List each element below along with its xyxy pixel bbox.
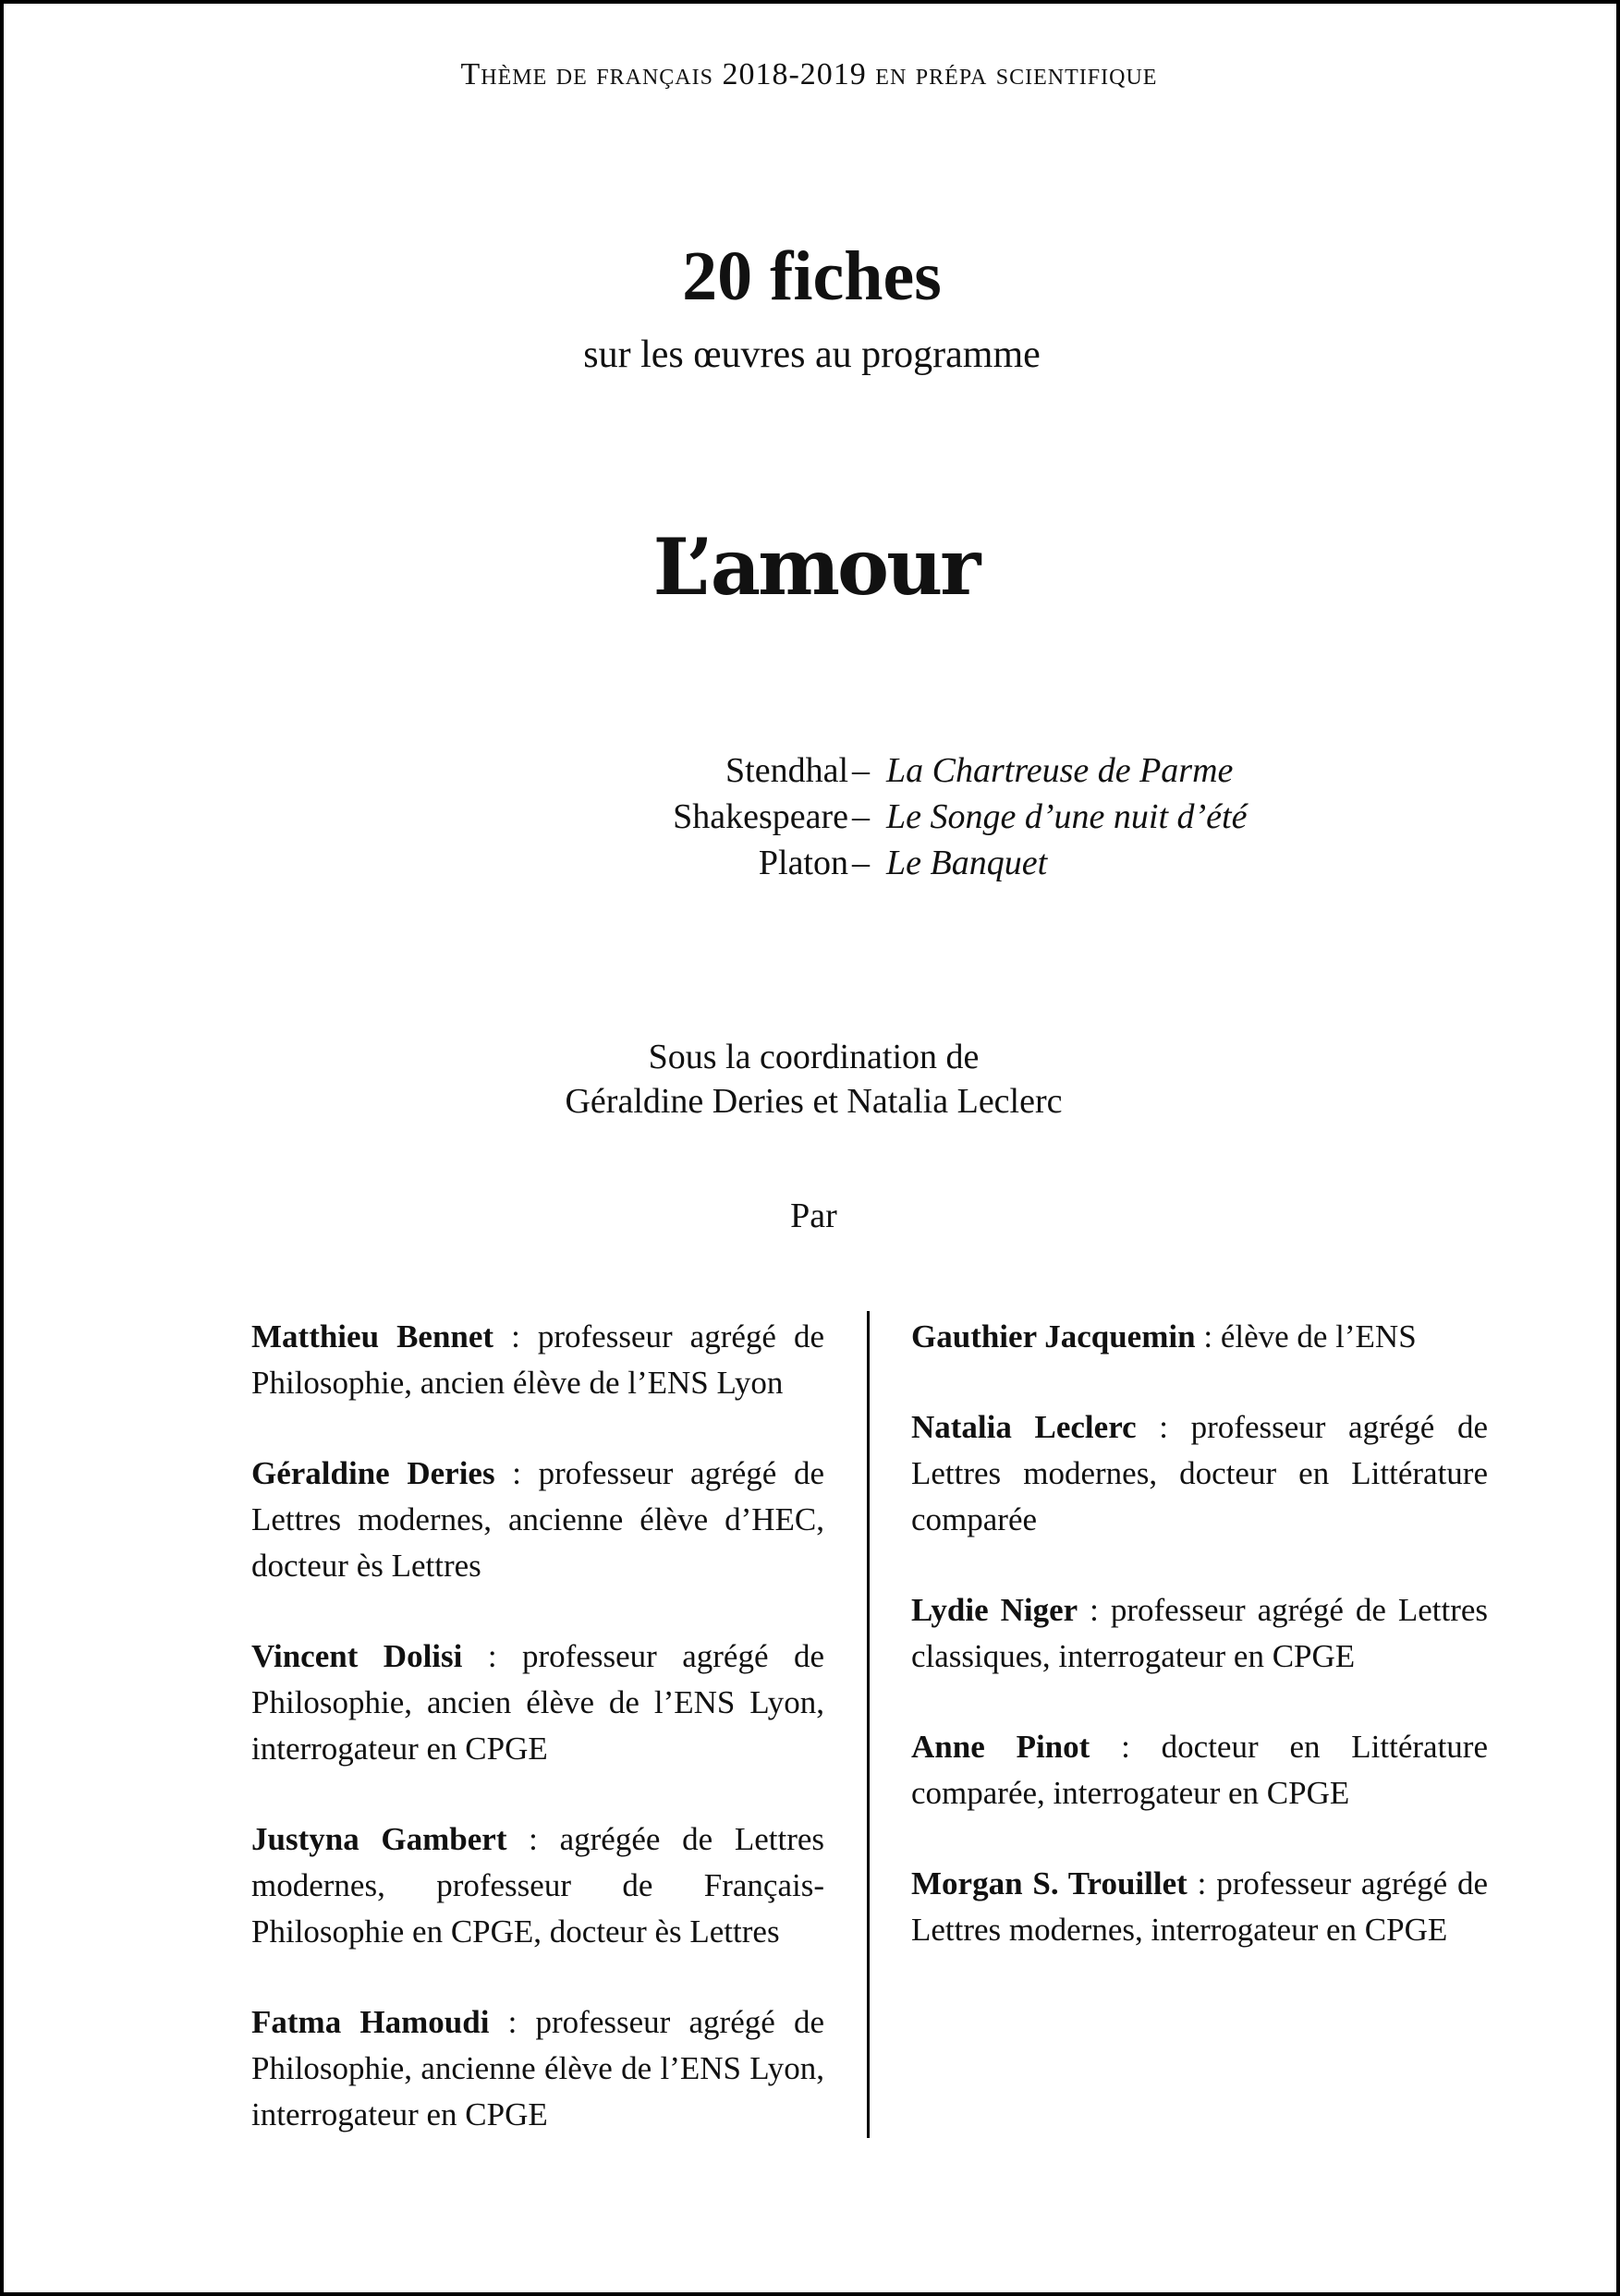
contributor-entry	[911, 1314, 1488, 1360]
contributor-description: professeur agrégé de Lettres classiques, interrogateur en CPGE	[911, 1592, 1489, 1674]
contributor-entry	[911, 1724, 1488, 1816]
work-separator: –	[852, 751, 870, 790]
contributor-separator: :	[506, 1821, 560, 1857]
contributor-description: professeur agrégé de Lettres modernes, ancienne élève d’HEC, docteur ès Lettres	[251, 1455, 824, 1584]
work-separator: –	[852, 844, 870, 882]
work-title: Le Banquet	[886, 844, 1048, 882]
contributor-description: professeur agrégé de Lettres modernes, docteur en Littérature comparée	[911, 1409, 1488, 1537]
contributor-name: Fatma Hamoudi	[251, 2004, 490, 2040]
contributor-entry	[911, 1404, 1488, 1543]
contributors-right-column	[911, 1314, 1488, 1998]
contributor-name: Justyna Gambert	[251, 1821, 507, 1857]
column-divider	[867, 1311, 870, 2138]
book-count-title: 20 fiches	[682, 237, 942, 315]
contributor-separator: :	[1078, 1592, 1111, 1628]
contributor-entry	[251, 1634, 824, 1772]
work-title: Le Songe d’une nuit d’été	[886, 797, 1248, 836]
contributor-description: agrégée de Lettres modernes, professeur de Français-Philosophie en CPGE, docteur ès Lettres	[251, 1821, 824, 1950]
coordination-names: Géraldine Deries et Natalia Leclerc	[565, 1082, 1063, 1121]
contributor-entry	[251, 1816, 824, 1955]
contributor-entry	[251, 1999, 824, 2138]
contributor-name: Matthieu Bennet	[251, 1318, 494, 1355]
contributor-entry	[251, 1451, 824, 1589]
contributor-entry	[911, 1587, 1488, 1680]
coordination-label: Sous la coordination de	[648, 1038, 980, 1076]
work-item	[4, 794, 1620, 840]
contributor-description: élève de l’ENS	[1220, 1318, 1417, 1355]
contributor-name: Vincent Dolisi	[251, 1638, 463, 1674]
contributor-name: Géraldine Deries	[251, 1455, 495, 1491]
contributor-name: Natalia Leclerc	[911, 1409, 1137, 1445]
work-title: La Chartreuse de Parme	[886, 751, 1234, 790]
contributor-separator: :	[493, 1318, 538, 1355]
work-item	[4, 840, 1620, 886]
contributor-separator: :	[1090, 1729, 1162, 1765]
contributor-description: professeur agrégé de Lettres modernes, interrogateur en CPGE	[911, 1865, 1488, 1948]
authors-label: Par	[790, 1197, 837, 1235]
running-header-text: Thème de français 2018-2019 en prépa scientifique	[460, 57, 1158, 91]
contributor-description: professeur agrégé de Philosophie, ancienne élève de l’ENS Lyon, interrogateur en CPGE	[251, 2004, 824, 2132]
work-separator: –	[852, 797, 870, 836]
contributor-description: professeur agrégé de Philosophie, ancien élève de l’ENS Lyon	[251, 1318, 824, 1401]
works-list	[4, 747, 1620, 886]
contributor-separator: :	[489, 2004, 536, 2040]
contributor-entry	[251, 1314, 824, 1406]
contributor-description: docteur en Littérature comparée, interrogateur en CPGE	[911, 1729, 1488, 1811]
contributor-name: Morgan S. Trouillet	[911, 1865, 1188, 1901]
contributor-name: Gauthier Jacquemin	[911, 1318, 1196, 1355]
work-author: Stendhal	[725, 751, 848, 790]
contributor-separator: :	[1136, 1409, 1191, 1445]
running-header	[0, 57, 1619, 92]
work-item	[4, 747, 1620, 794]
contributor-separator: :	[1195, 1318, 1221, 1355]
contributor-entry	[911, 1861, 1488, 1953]
contributor-name: Anne Pinot	[911, 1729, 1090, 1765]
contributor-name: Lydie Niger	[911, 1592, 1078, 1628]
contributor-separator: :	[494, 1455, 539, 1491]
work-author: Platon	[758, 844, 848, 882]
work-author: Shakespeare	[673, 797, 848, 836]
contributors-left-column	[251, 1314, 824, 2182]
contributor-separator: :	[462, 1638, 523, 1674]
contributor-separator: :	[1187, 1865, 1217, 1901]
contributor-description: professeur agrégé de Philosophie, ancien élève de l’ENS Lyon, interrogateur en CPGE	[251, 1638, 824, 1767]
theme-title: L’amour	[652, 521, 979, 613]
book-subtitle: sur les œuvres au programme	[583, 334, 1041, 376]
